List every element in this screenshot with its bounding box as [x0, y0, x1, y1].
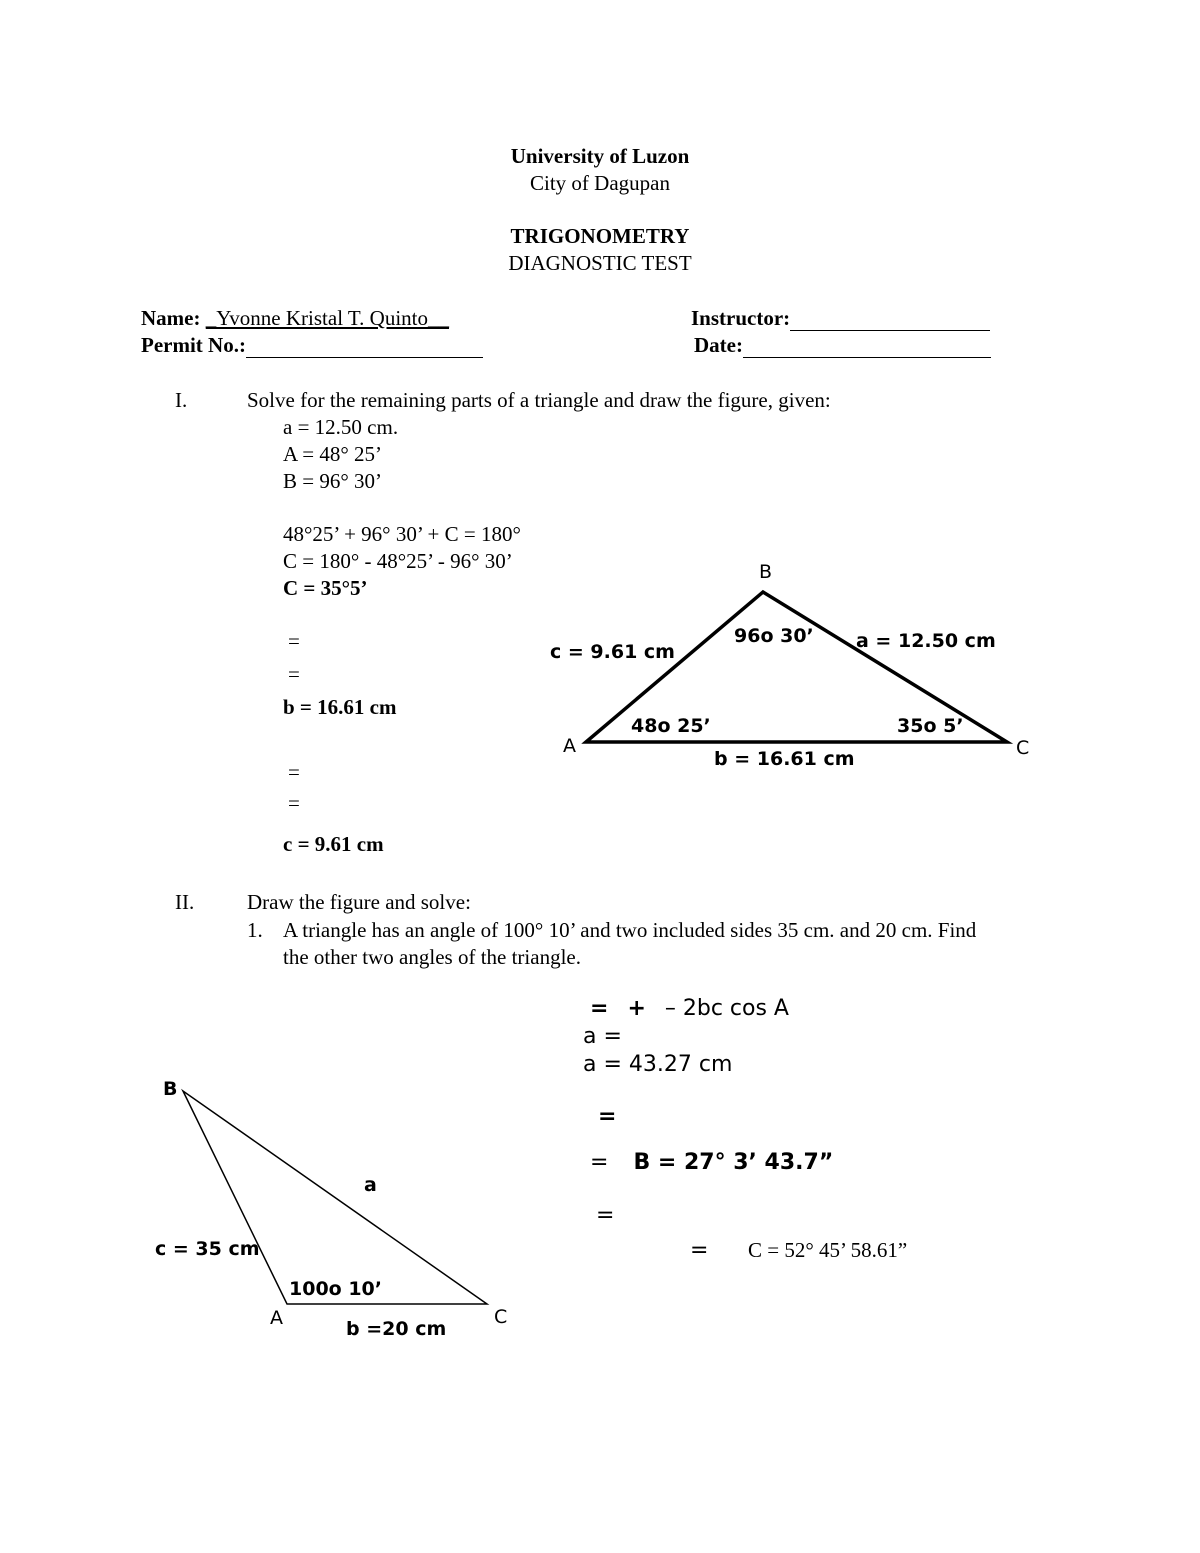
equation-4: = [288, 791, 300, 815]
law-eq: = [590, 996, 609, 1021]
name-label: Name: [141, 306, 201, 330]
b-angle-line [590, 1150, 833, 1175]
step-2: C = 180° - 48°25’ - 96° 30’ [283, 549, 513, 573]
side-a-label: a = 12.50 cm [856, 630, 996, 652]
given-angle-a: A = 48° 25’ [283, 442, 382, 466]
subject-title: TRIGONOMETRY [510, 224, 690, 248]
instructor-blank[interactable] [790, 312, 990, 331]
triangle-2-outline [183, 1091, 487, 1304]
side-a2-label: a [364, 1174, 377, 1196]
vertex-c-label: C [1016, 737, 1030, 759]
a-result: a = 43.27 cm [583, 1052, 733, 1077]
name-field [141, 306, 449, 331]
angle-b-label: 96o 30’ [734, 625, 814, 647]
item-number: 1. [247, 918, 263, 942]
law-rest: – 2bc cos A [664, 996, 789, 1021]
equation-3: = [288, 760, 300, 784]
problem-line-2: the other two angles of the triangle. [283, 945, 581, 969]
date-blank[interactable] [743, 339, 991, 358]
test-title: DIAGNOSTIC TEST [508, 251, 692, 275]
permit-field [141, 333, 483, 358]
c-angle-result: C = 52° 45’ 58.61” [748, 1238, 908, 1262]
date-label: Date: [694, 333, 743, 357]
side-b-label: b = 16.61 cm [714, 748, 855, 770]
part2-numeral: II. [175, 890, 195, 914]
problem-line-1: A triangle has an angle of 100° 10’ and two included sides 35 cm. and 20 cm. Find [283, 918, 977, 942]
given-a: a = 12.50 cm. [283, 415, 399, 439]
vertex-b2-label: B [163, 1078, 178, 1100]
given-angle-b: B = 96° 30’ [283, 469, 382, 493]
triangle-figure-2 [140, 1070, 540, 1350]
angle-c-label: 35o 5’ [897, 715, 964, 737]
equation-8: = [690, 1238, 709, 1263]
equation-6: = [590, 1150, 609, 1175]
law-of-cosines [590, 996, 789, 1021]
triangle-figure-1 [540, 555, 1050, 785]
equation-2: = [288, 662, 300, 686]
law-plus: + [627, 996, 646, 1021]
name-value: _Yvonne Kristal T. Quinto__ [205, 306, 449, 330]
equation-5: = [598, 1104, 617, 1129]
equation-7: = [596, 1203, 615, 1228]
part1-instruction: Solve for the remaining parts of a triangle and draw the figure, given: [247, 388, 831, 412]
permit-blank[interactable] [246, 339, 483, 358]
side-b2-label: b =20 cm [346, 1318, 447, 1340]
vertex-a2-label: A [270, 1307, 283, 1329]
equation-1: = [288, 629, 300, 653]
permit-label: Permit No.: [141, 333, 246, 357]
a-equation: a = [583, 1024, 622, 1049]
angle-a-label: 48o 25’ [631, 715, 711, 737]
vertex-a-label: A [563, 735, 576, 757]
b-result: b = 16.61 cm [283, 695, 397, 719]
c-result: c = 9.61 cm [283, 832, 384, 856]
vertex-b-label: B [759, 561, 773, 583]
part2-instruction: Draw the figure and solve: [247, 890, 471, 914]
side-c-label: c = 9.61 cm [550, 641, 675, 663]
b-angle-result: B = 27° 3’ 43.7” [633, 1150, 834, 1175]
university-name: University of Luzon [510, 144, 690, 168]
instructor-field [691, 306, 990, 331]
angle-c-result: C = 35°5’ [283, 576, 368, 600]
angle-a2-label: 100o 10’ [289, 1278, 382, 1300]
date-field [694, 333, 991, 358]
side-c2-label: c = 35 cm [155, 1238, 260, 1260]
city-name: City of Dagupan [530, 171, 670, 195]
instructor-label: Instructor: [691, 306, 791, 330]
part1-numeral: I. [175, 388, 188, 412]
step-1: 48°25’ + 96° 30’ + C = 180° [283, 522, 521, 546]
vertex-c2-label: C [494, 1306, 508, 1328]
